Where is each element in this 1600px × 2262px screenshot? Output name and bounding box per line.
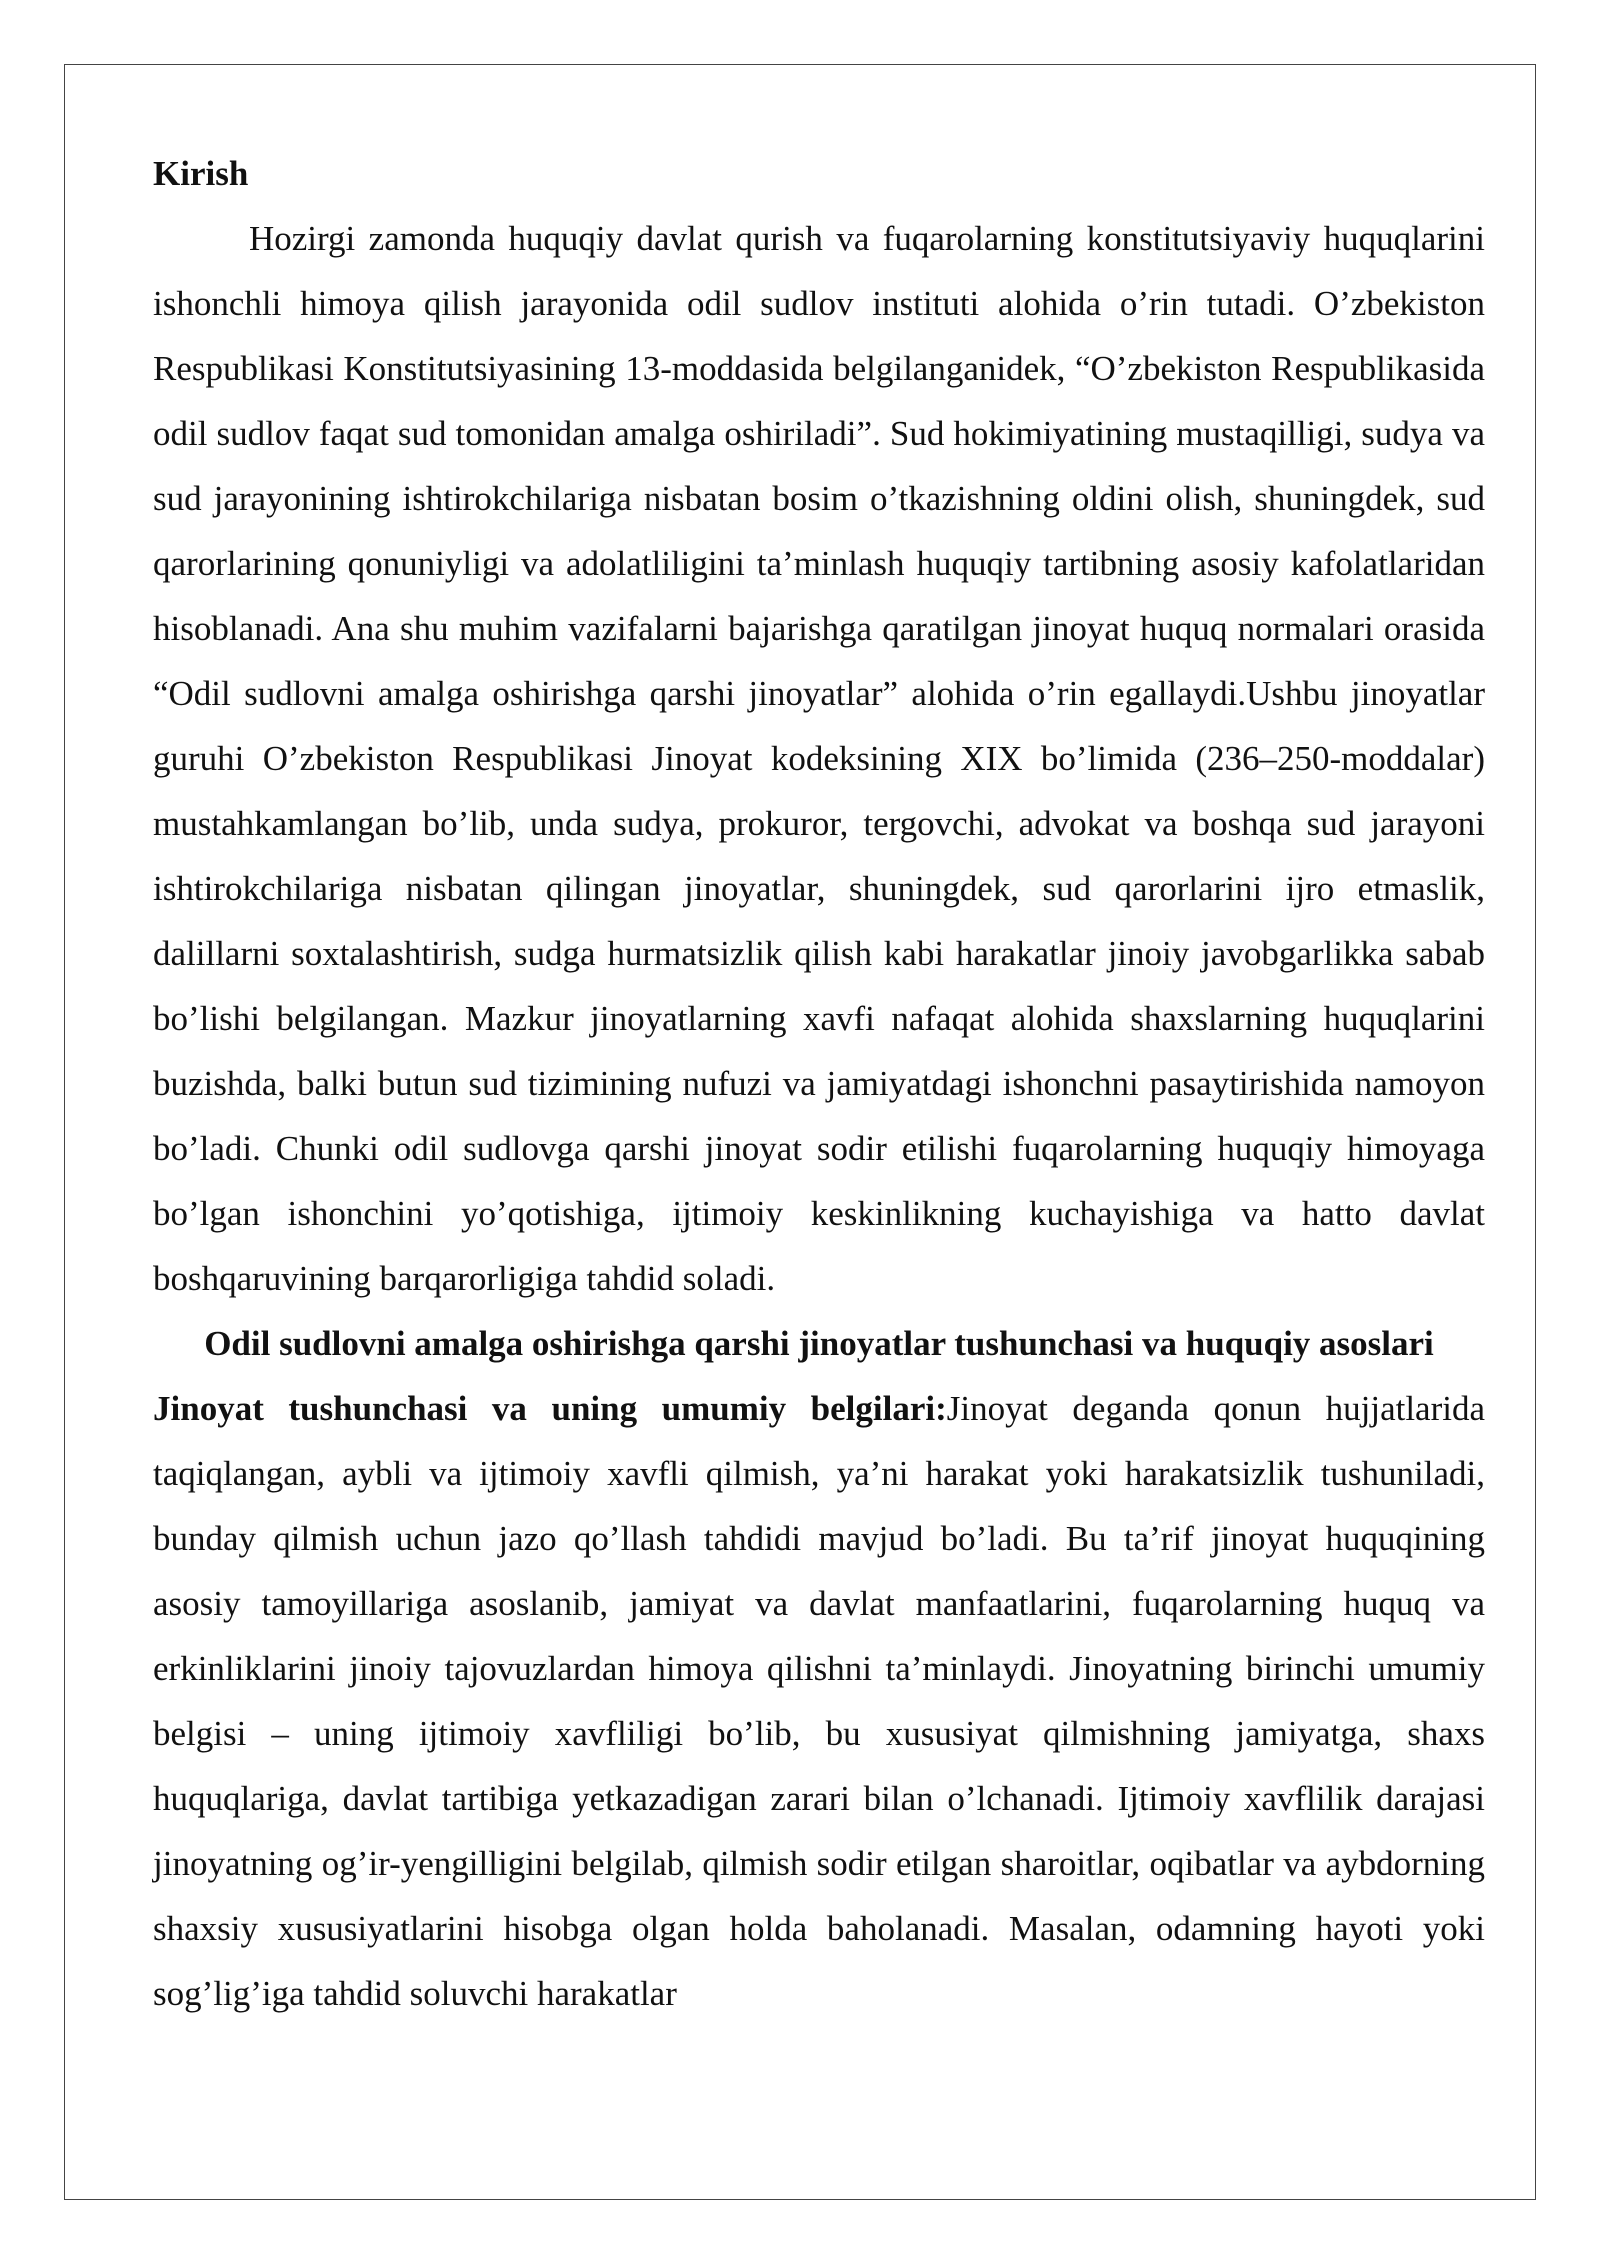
- subsection-lead: Jinoyat tushunchasi va uning umumiy belgilari:: [153, 1389, 947, 1428]
- document-body: [153, 141, 1485, 2026]
- subsection-text: Jinoyat deganda qonun hujjatlarida taqiqlangan, aybli va ijtimoiy xavfli qilmish, ya’ni harakat yoki harakatsizlik tushuniladi, bunday qilmish uchun jazo qo’llash tahdidi mavjud bo’ladi. Bu ta’rif jinoyat huquqining asosiy tamoyillariga asoslanib, jamiyat va davlat manfaatlarini, fuqarolarning huquq va erkinliklarini jinoiy tajovuzlardan himoya qilishni ta’minlaydi. Jinoyatning birinchi umumiy belgisi – uning ijtimoiy xavfliligi bo’lib, bu xususiyat qilmishning jamiyatga, shaxs huquqlariga, davlat tartibiga yetkazadigan zarari bilan o’lchanadi. Ijtimoiy xavflilik darajasi jinoyatning og’ir-yengilligini belgilab, qilmish sodir etilgan sharoitlar, oqibatlar va aybdorning shaxsiy xususiyatlarini hisobga olgan holda baholanadi. Masalan, odamning hayoti yoki sog’lig’iga tahdid soluvchi harakatlar: [153, 1389, 1486, 2013]
- intro-paragraph: Hozirgi zamonda huquqiy davlat qurish va fuqarolarning konstitutsiyaviy huquqlarini ishonchli himoya qilish jarayonida odil sudlov instituti alohida o’rin tutadi. O’zbekiston Respublikasi Konstitutsiyasining 13-moddasida belgilanganidek, “O’zbekiston Respublikasida odil sudlov faqat sud tomonidan amalga oshiriladi”. Sud hokimiyatining mustaqilligi, sudya va sud jarayonining ishtirokchilariga nisbatan bosim o’tkazishning oldini olish, shuningdek, sud qarorlarining qonuniyligi va adolatliligini ta’minlash huquqiy tartibning asosiy kafolatlaridan hisoblanadi. Ana shu muhim vazifalarni bajarishga qaratilgan jinoyat huquq normalari orasida “Odil sudlovni amalga oshirishga qarshi jinoyatlar” alohida o’rin egallaydi.Ushbu jinoyatlar guruhi O’zbekiston Respublikasi Jinoyat kodeksining XIX bo’limida (236–250-moddalar) mustahkamlangan bo’lib, unda sudya, prokuror, tergovchi, advokat va boshqa sud jarayoni ishtirokchilariga nisbatan qilingan jinoyatlar, shuningdek, sud qarorlarini ijro etmaslik, dalillarni soxtalashtirish, sudga hurmatsizlik qilish kabi harakatlar jinoiy javobgarlikka sabab bo’lishi belgilangan. Mazkur jinoyatlarning xavfi nafaqat alohida shaxslarning huquqlarini buzishda, balki butun sud tizimining nufuzi va jamiyatdagi ishonchni pasaytirishida namoyon bo’ladi. Chunki odil sudlovga qarshi jinoyat sodir etilishi fuqarolarning huquqiy himoyaga bo’lgan ishonchini yo’qotishiga, ijtimoiy keskinlikning kuchayishiga va hatto davlat boshqaruvining barqarorligiga tahdid soladi.: [153, 219, 1485, 1298]
- subsection-paragraph: [153, 1376, 1485, 2026]
- section-title: Odil sudlovni amalga oshirishga qarshi jinoyatlar tushunchasi va huquqiy asoslari: [204, 1324, 1434, 1363]
- document-heading: Kirish: [153, 154, 249, 193]
